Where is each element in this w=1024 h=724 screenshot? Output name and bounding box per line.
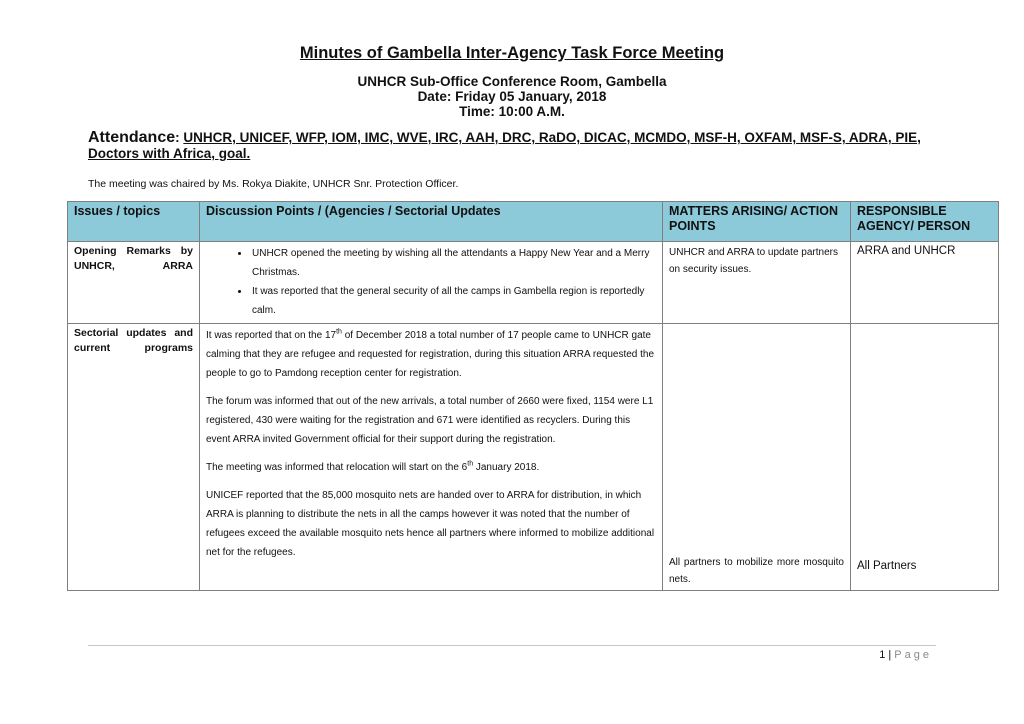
header-issues: Issues / topics — [68, 202, 200, 242]
discussion-bullet: • UNHCR opened the meeting by wishing all the attendants a Happy New Year and a Merry Christmas. — [250, 244, 656, 282]
paragraph-text: of December 2018 a total number of 17 people came to UNHCR gate calming that they are refugee and requested for registration, during this situation ARRA requested the people to go to Pamdong reception center for registration. — [206, 330, 655, 379]
action-cell — [663, 324, 851, 591]
issue-text: Sectorial updates and current programs — [74, 327, 193, 354]
responsible-text: ARRA and UNHCR — [857, 245, 956, 257]
action-text: All partners to mobilize more mosquito nets. — [669, 557, 844, 585]
footer-divider — [88, 645, 936, 646]
discussion-paragraph — [206, 326, 656, 383]
header-discussion: Discussion Points / (Agencies / Sectorial Updates — [200, 202, 663, 242]
issue-cell — [68, 324, 200, 591]
meeting-location: UNHCR Sub-Office Conference Room, Gambella — [357, 74, 667, 89]
paragraph-text: January 2018. — [473, 462, 540, 473]
ordinal-suffix: th — [336, 328, 342, 336]
discussion-paragraph: UNICEF reported that the 85,000 mosquito nets are handed over to ARRA for distribution, in which ARRA is planning to distribute the nets in all the camps however it was noted that the number of refugees exceed the available mosquito nets hence all partners where informed to mobilize additional net for the refugees. — [206, 490, 655, 558]
page-number: 1 — [879, 649, 886, 661]
table-row — [68, 242, 999, 324]
discussion-bullets — [206, 244, 656, 320]
minutes-table — [67, 201, 999, 591]
table-row — [68, 324, 999, 591]
attendance-list: UNHCR, UNICEF, WFP, IOM, IMC, WVE, IRC, AAH, DRC, RaDO, DICAC, MCMDO, MSF-H, OXFAM, MSF-S, ADRA, PIE, Doctors with Africa, goal. — [88, 130, 921, 161]
page-label: Page — [894, 649, 932, 661]
header-matters-arising: MATTERS ARISING/ ACTION POINTS — [663, 202, 851, 242]
issue-text: Opening Remarks by UNHCR, ARRA — [74, 245, 193, 272]
chaired-by-text: The meeting was chaired by Ms. Rokya Diakite, UNHCR Snr. Protection Officer. — [88, 178, 459, 190]
discussion-paragraph — [206, 458, 656, 477]
responsible-text: All Partners — [857, 560, 917, 572]
meeting-date: Date: Friday 05 January, 2018 — [417, 89, 607, 104]
table-header-row — [68, 202, 999, 242]
discussion-bullet: • It was reported that the general security of all the camps in Gambella region is reportedly calm. — [250, 282, 656, 320]
page-footer — [879, 649, 932, 661]
meeting-time: Time: 10:00 A.M. — [459, 104, 565, 119]
attendance-colon: : — [175, 130, 184, 145]
responsible-cell — [851, 324, 999, 591]
action-text: UNHCR and ARRA to update partners on security issues. — [669, 247, 838, 275]
discussion-paragraph: The forum was informed that out of the new arrivals, a total number of 2660 were fixed, 1154 were L1 registered, 430 were waiting for the registration and 671 were identified as recyclers. During this event ARRA invited Government official for their support during the registration. — [206, 396, 654, 445]
action-cell — [663, 242, 851, 324]
paragraph-text: The meeting was informed that relocation will start on the 6 — [206, 462, 468, 473]
header-responsible: RESPONSIBLE AGENCY/ PERSON — [851, 202, 999, 242]
page-separator: | — [885, 649, 895, 661]
ordinal-suffix: th — [467, 460, 474, 468]
discussion-cell — [200, 242, 663, 324]
attendance-label: Attendance — [88, 129, 176, 146]
attendance-section — [88, 130, 928, 162]
document-title: Minutes of Gambella Inter-Agency Task Force Meeting — [299, 44, 725, 62]
issue-cell — [68, 242, 200, 324]
discussion-cell — [200, 324, 663, 591]
responsible-cell — [851, 242, 999, 324]
paragraph-text: It was reported that on the 17 — [206, 330, 337, 341]
